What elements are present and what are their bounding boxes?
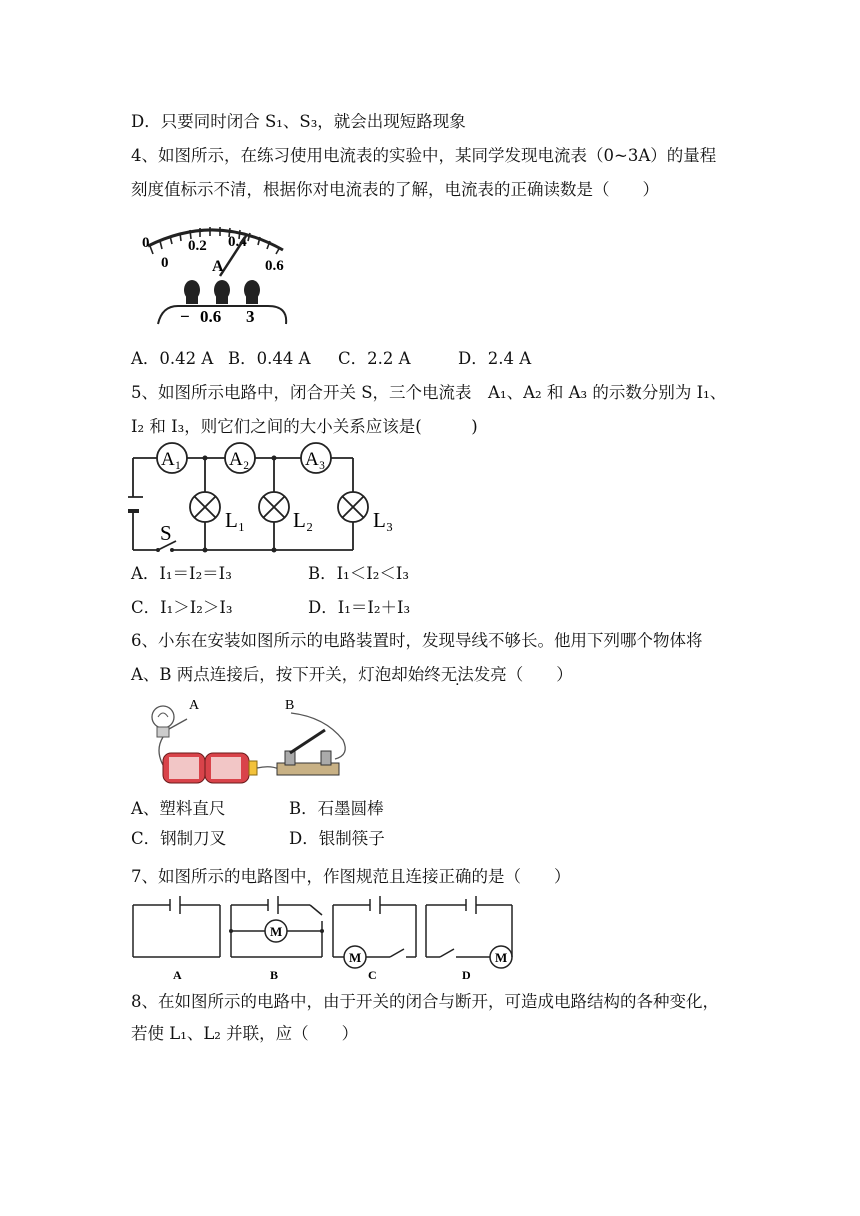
q8-stem-line1: 8、在如图所示的电路中，由于开关的闭合与断开，可造成电路结构的各种变化， [131, 992, 719, 1011]
battery-icon [163, 753, 257, 783]
terminal-3: 3 [246, 307, 255, 326]
scale-label-0-2: 0.2 [188, 238, 207, 254]
knife-switch-icon [277, 730, 339, 775]
ammeter-a3-label: A₃ [305, 449, 326, 470]
q6-stem-line2 [131, 664, 573, 686]
q5-option-d: D．I₁＝I₂＋I₃ [308, 598, 411, 617]
fig-label-d: D [462, 968, 471, 982]
q7-stem: 7、如图所示的电路图中，作图规范且连接正确的是（ ） [131, 867, 571, 886]
fig-c-motor-label: M [349, 950, 362, 965]
lamp-l1-label: L₁ [225, 508, 246, 532]
switch-s-label: S [160, 521, 172, 545]
ammeter-a1-label: A₁ [161, 449, 182, 470]
fig-label-b: B [270, 968, 279, 982]
q4-stem-line1: 4、如图所示，在练习使用电流表的实验中，某同学发现电流表（0~3A）的量程 [131, 146, 717, 165]
ammeter-a2-label: A₂ [229, 449, 250, 470]
meter-unit-label: A [212, 258, 224, 275]
fig-label-c: C [368, 968, 377, 982]
lamp-l3-label: L₃ [373, 508, 394, 532]
q6-option-c: C．钢制刀叉 [131, 829, 227, 848]
fig-label-a: A [173, 968, 182, 982]
parallel-circuit-figure [128, 440, 408, 555]
q6-option-a: A、塑料直尺 [131, 799, 226, 818]
ammeter-figure [128, 214, 298, 334]
q4-stem-line2: 刻度值标示不清，根据你对电流表的了解，电流表的正确读数是（ ） [131, 180, 659, 199]
q6-option-b: B．石墨圆棒 [289, 799, 384, 818]
q8-stem-line2: 若使 L₁、L₂ 并联，应（ ） [131, 1024, 359, 1043]
q5-option-a: A．I₁＝I₂＝I₃ [131, 564, 232, 583]
bulb-icon [152, 706, 174, 728]
q4-option-a: A．0.42 A [131, 349, 214, 368]
q5-stem-line1: 5、如图所示电路中，闭合开关 S，三个电流表 A₁、A₂ 和 A₃ 的示数分别为 I₁、 [131, 383, 727, 402]
q6-option-d: D．银制筷子 [289, 829, 385, 848]
q6-stem-line1: 6、小东在安装如图所示的电路装置时，发现导线不够长。他用下列哪个物体将 [131, 631, 703, 650]
q6-emphasis: 无法 [440, 665, 474, 684]
q4-option-b: B．0.44 A [228, 349, 311, 368]
lamp-l2-label: L₂ [293, 508, 314, 532]
fig-b-motor-label: M [270, 924, 283, 939]
scale-label-0-bottom: 0 [161, 255, 169, 271]
meter-terminals [184, 280, 260, 304]
q5-stem-line2: I₂ 和 I₃，则它们之间的大小关系应该是( ) [131, 417, 478, 436]
battery-lamp-switch-figure [145, 695, 355, 790]
q6-stem-line2-post: 发亮（ ） [473, 665, 573, 684]
terminal-0-6: 0.6 [200, 307, 222, 326]
q3-option-d: D．只要同时闭合 S₁、S₃，就会出现短路现象 [131, 112, 466, 131]
q6-stem-line2-pre: A、B 两点连接后，按下开关，灯泡却始终 [131, 665, 441, 684]
point-b-label: B [285, 698, 295, 713]
point-a-label: A [189, 698, 200, 713]
scale-label-0-top: 0 [142, 235, 150, 251]
circuit-options-figure [128, 895, 518, 985]
scale-label-0-6: 0.6 [265, 258, 284, 274]
q5-option-c: C．I₁＞I₂＞I₃ [131, 598, 233, 617]
q5-option-b: B．I₁＜I₂＜I₃ [308, 564, 410, 583]
fig-d-motor-label: M [495, 950, 508, 965]
q4-option-c: C．2.2 A [338, 349, 411, 368]
terminal-minus: − [180, 307, 190, 326]
q4-option-d: D．2.4 A [458, 349, 532, 368]
scale-label-0-4: 0.4 [228, 234, 247, 250]
